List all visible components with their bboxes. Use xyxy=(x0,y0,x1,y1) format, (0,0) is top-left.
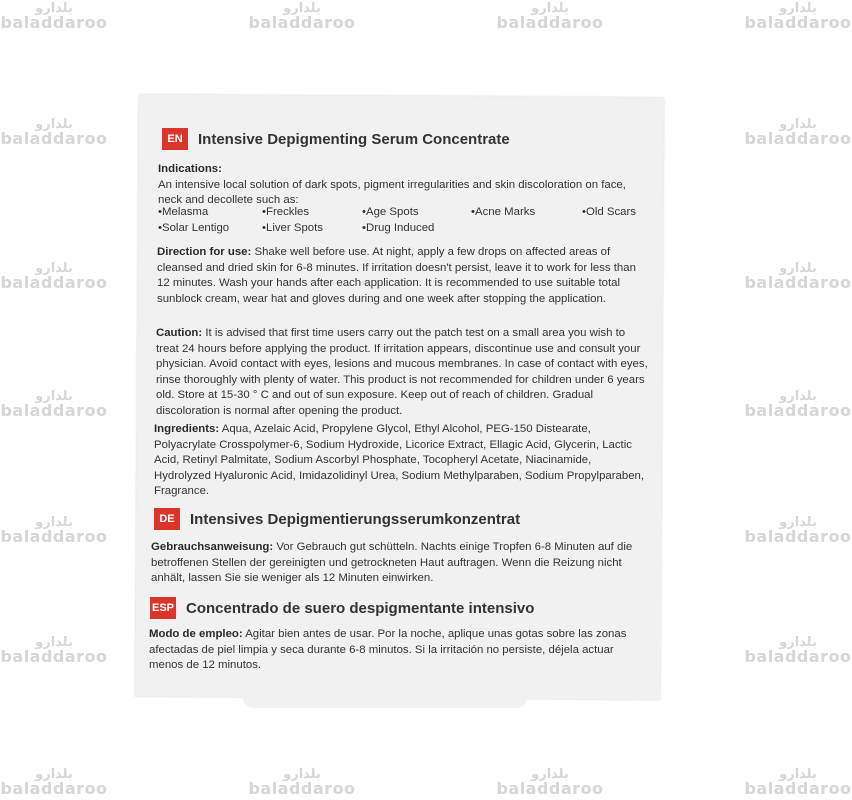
list-item: Solar Lentigo xyxy=(162,222,230,234)
watermark: بلدارو baladdaroo xyxy=(744,767,852,798)
watermark: بلدارو baladdaroo xyxy=(744,117,852,148)
esp-usage-label: Modo de empleo: xyxy=(149,628,243,640)
de-usage-block xyxy=(151,540,647,587)
caution-block xyxy=(156,326,650,420)
watermark: بلدارو baladdaroo xyxy=(0,117,108,148)
watermark: بلدارو baladdaroo xyxy=(0,635,108,666)
watermark: بلدارو baladdaroo xyxy=(248,767,356,798)
de-usage-text: Vor Gebrauch gut schütteln. Nachts einige Tropfen 6-8 Minuten auf die betroffenen Stellen der gereinigten und getrockneten Haut auftragen. Wenn die Reizung nicht anhält, lassen Sie sie weniger als 12 Minuten einwirken. xyxy=(151,541,633,585)
watermark: بلدارو baladdaroo xyxy=(496,767,604,798)
esp-usage-text: Agitar bien antes de usar. Por la noche, aplique unas gotas sobre las zonas afectadas de piel limpia y seca durante 6-8 minutos. Si la irritación no persiste, déjela actuar menos de 12 minutos. xyxy=(149,628,627,672)
list-item: Liver Spots xyxy=(266,222,323,234)
language-badge-en: EN xyxy=(162,128,188,150)
direction-label: Direction for use: xyxy=(157,246,252,258)
language-badge-de: DE xyxy=(154,508,180,530)
indications-list: • Melasma • Freckles • Age Spots • Acne Marks • Old Scars • Solar Lentigo • Liver Spots • Drug Induced xyxy=(158,206,637,234)
watermark: بلدارو baladdaroo xyxy=(0,515,108,546)
caution-text: It is advised that first time users carry out the patch test on a small area you wish to treat 24 hours before applying the product. If irritation appears, discontinue use and consult your physician. Avoid contact with eyes, lesions and mucous membranes. In case of contact with eyes, rinse thoroughly with plenty of water. This product is not recommended for children under 6 years old. Store at 15-30 ° C and out of sun exposure. Keep out of reach of children. Gradual discoloration is normal after opening the product. xyxy=(156,327,648,417)
ingredients-label: Ingredients: xyxy=(154,423,220,435)
watermark: بلدارو baladdaroo xyxy=(744,635,852,666)
direction-block xyxy=(157,245,651,307)
watermark: بلدارو baladdaroo xyxy=(744,261,852,292)
watermark: بلدارو baladdaroo xyxy=(248,1,356,32)
indications-block xyxy=(158,162,650,209)
caution-label: Caution: xyxy=(156,327,203,339)
esp-title: Concentrado de suero despigmentante intensivo xyxy=(186,599,535,617)
ingredients-block xyxy=(154,422,648,500)
watermark: بلدارو baladdaroo xyxy=(0,261,108,292)
list-item: Freckles xyxy=(266,206,310,218)
watermark: بلدارو baladdaroo xyxy=(0,1,108,32)
indications-text: An intensive local solution of dark spots, pigment irregularities and skin discoloration on face, neck and decollete such as: xyxy=(158,178,626,207)
de-title: Intensives Depigmentierungsserumkonzentrat xyxy=(190,510,521,528)
watermark: بلدارو baladdaroo xyxy=(0,767,108,798)
ingredients-text: Aqua, Azelaic Acid, Propylene Glycol, Ethyl Alcohol, PEG-150 Distearate, Polyacrylate Crosspolymer-6, Sodium Hydroxide, Licorice Extract, Ellagic Acid, Glycerin, Lactic Acid, Retinyl Palmitate, Sodium Ascorbyl Phosphate, Tocopheryl Acetate, Niacinamide, Hydrolyzed Hyaluronic Acid, Imidazolidinyl Urea, Sodium Methylparaben, Sodium Propylparaben, Fragrance. xyxy=(154,423,645,498)
de-usage-label: Gebrauchsanweisung: xyxy=(151,541,274,553)
language-badge-esp: ESP xyxy=(150,597,176,619)
list-item: Age Spots xyxy=(366,206,419,218)
list-item: Old Scars xyxy=(586,206,637,218)
indications-label: Indications: xyxy=(158,163,222,175)
watermark: بلدارو baladdaroo xyxy=(0,389,108,420)
esp-section-header xyxy=(150,597,534,619)
de-section-header xyxy=(154,508,520,530)
en-section-header xyxy=(162,128,510,150)
list-item: Acne Marks xyxy=(475,206,536,218)
watermark: بلدارو baladdaroo xyxy=(744,1,852,32)
watermark: بلدارو baladdaroo xyxy=(744,515,852,546)
direction-text: Shake well before use. At night, apply a few drops on affected areas of cleansed and dried skin for 6-8 minutes. If irritation doesn't persist, leave it to work for less than 12 minutes. Wash your hands after each application. It is recommended to use suitable total sunblock cream, wear hat and gloves during and one week after stopping the application. xyxy=(157,246,636,305)
list-item: Drug Induced xyxy=(366,222,435,234)
en-title: Intensive Depigmenting Serum Concentrate xyxy=(198,130,510,148)
watermark: بلدارو baladdaroo xyxy=(496,1,604,32)
card-tab xyxy=(243,690,527,708)
esp-usage-block xyxy=(149,627,647,674)
watermark: بلدارو baladdaroo xyxy=(744,389,852,420)
list-item: Melasma xyxy=(162,206,209,218)
